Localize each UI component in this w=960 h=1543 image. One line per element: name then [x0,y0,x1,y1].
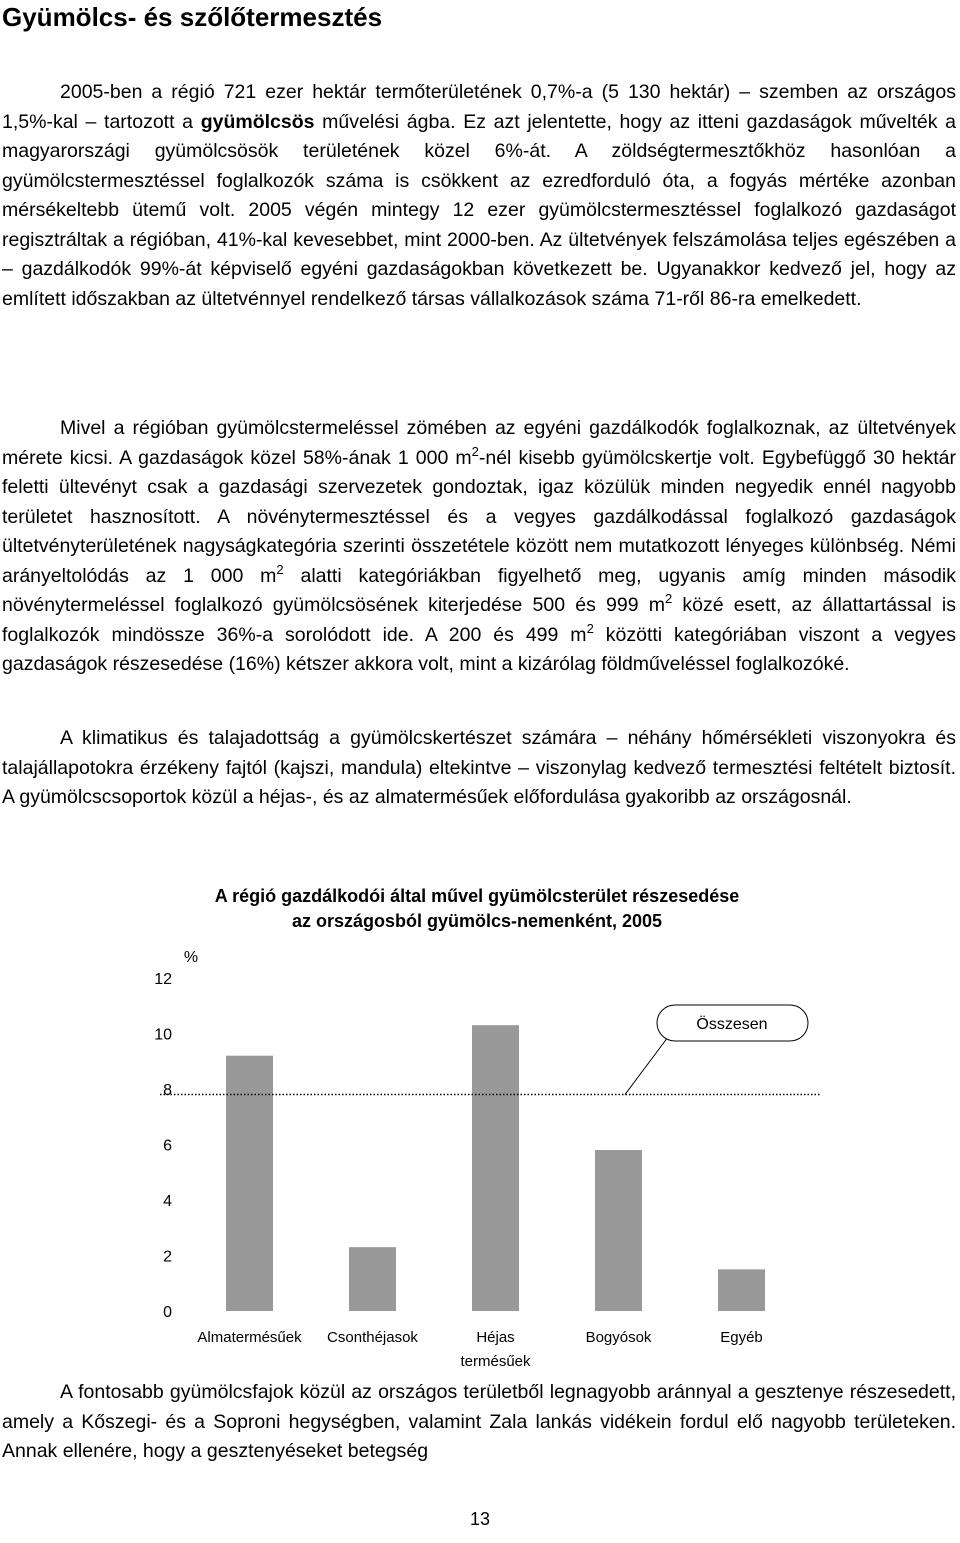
p2-text-d: közé esett, az állattartással is foglalkozók mindössze 36%-a sorolódott ide. A 200 és 499 m [2,594,957,646]
paragraph-1 [2,78,956,314]
section-heading: Gyümölcs- és szőlőtermesztés [2,2,383,32]
y-tick-label: 2 [163,1248,172,1266]
paragraph-3: A klimatikus és talajadottság a gyümölcskertészet számára – néhány hőmérsékleti viszonyokra és talajállapotokra érzékeny fajtól (kajszi, mandula) eltekintve – viszonylag kedvező termesztési feltételt biztosít. A gyümölcscsoportok közül a héjas-, és az almatermésűek előfordulása gyakoribb az országosnál. [2,727,956,808]
bar-2 [349,1247,396,1311]
x-category-label: Bogyósok [585,1329,652,1346]
p1-bold-term: gyümölcsös [200,110,315,133]
y-tick-label: 6 [163,1137,172,1155]
y-tick-label: 0 [163,1304,172,1321]
p2-text-a: Mivel a régióban gyümölcstermeléssel zömében az egyéni gazdálkodók foglalkoznak, az ültetvények mérete kicsi. A gazdaságok közel 58%-ának 1 000 m [2,417,956,469]
total-callout-label: Összesen [696,1016,768,1033]
p2-text-b: -nél kisebb gyümölcskertje volt. Egybefüggő 30 hektár feletti ültevényt csak a gazdasági szervezetek gondoztak, igaz közülük minden negyedik ennél nagyobb területet hasznosított. A növénytermesztéssel és a vegyes gazdálkodással foglalkozó gazdaságok ültetvényterületének nagyságkategória szerinti összetétele között nem mutatkozott lényeges különbség. Némi arányeltolódás az 1 000 m [2,446,956,587]
x-category-label: Egyéb [720,1329,763,1346]
p2-sup-3: 2 [664,591,673,606]
p2-sup-1: 2 [471,443,479,459]
y-tick-label: 4 [163,1193,172,1210]
y-axis-unit-label: % [183,949,199,966]
p2-text-e: közötti kategóriában viszont a vegyes gazdaságok részesedése (16%) kétszer akkora volt, mint a kizárólag földműveléssel foglalkozóké. [2,623,956,675]
bar-3 [472,1025,519,1311]
total-callout-pointer [625,1037,668,1095]
x-category-label: Csonthéjasok [327,1329,418,1346]
y-tick-label: 8 [163,1082,172,1099]
p1-text-c: művelési ágba. Ez azt jelentette, hogy az itteni gazdaságok művelték a magyarországi gyümölcsösök területének közel 6%-át. A zöldségtermesztőkhöz hasonlóan a gyümölcstermesztéssel foglalkozók száma is csökkent az ezredforduló óta, a fogyás mértéke azonban mérsékeltebb ütemű volt. 2005 végén mintegy 12 ezer gyümölcstermesztéssel foglalkozó gazdaságot regisztráltak a régióban, 41%-kal kevesebbet, mint 2000-ben. Az ültetvények felszámolása teljes egészében a – gazdálkodók 99%-át képviselő egyéni gazdaságokban következett be. Ugyanakkor kedvező jel, hogy az említett időszakban az ültetvénnyel rendelkező társas vállalkozások száma 71-ről 86-ra emelkedett. [2,110,956,310]
y-tick-label: 12 [154,971,172,988]
p2-sup-4: 2 [586,620,594,636]
bar-5 [718,1269,765,1311]
p2-sup-2: 2 [276,561,284,577]
x-category-label: Héjas [476,1329,515,1346]
y-tick-label: 10 [154,1026,172,1044]
fruit-area-share-chart [0,870,960,1370]
x-category-label: termésűek [460,1353,531,1370]
chart-title-line-1: A régió gazdálkodói által művel gyümölcsterület részesedése [214,886,740,906]
chart-title-line-2: az országosból gyümölcs-nemenként, 2005 [291,911,663,931]
page-number: 13 [469,1509,491,1529]
paragraph-4: A fontosabb gyümölcsfajok közül az országos területből legnagyobb aránnyal a gesztenye részesedett, amely a Kőszegi- és a Soproni hegységben, valamint Zala lankás vidékein fordul elő nagyobb területeken. Annak ellenére, hogy a gesztenyéseket betegség [2,1381,956,1462]
p1-text-a: 2005-ben a régió 721 ezer hektár termőterületének 0,7%-a (5 130 hektár) – szemben az országos 1,5%-kal – tartozott a [2,81,956,133]
x-category-label: Almatermésűek [197,1329,302,1346]
bar-4 [595,1150,642,1311]
paragraph-2 [2,414,956,680]
p2-text-c: alatti kategóriákban figyelhető meg, ugyanis amíg minden második növénytermeléssel foglalkozó gyümölcsösének kiterjedése 500 és 999 m [2,564,956,616]
